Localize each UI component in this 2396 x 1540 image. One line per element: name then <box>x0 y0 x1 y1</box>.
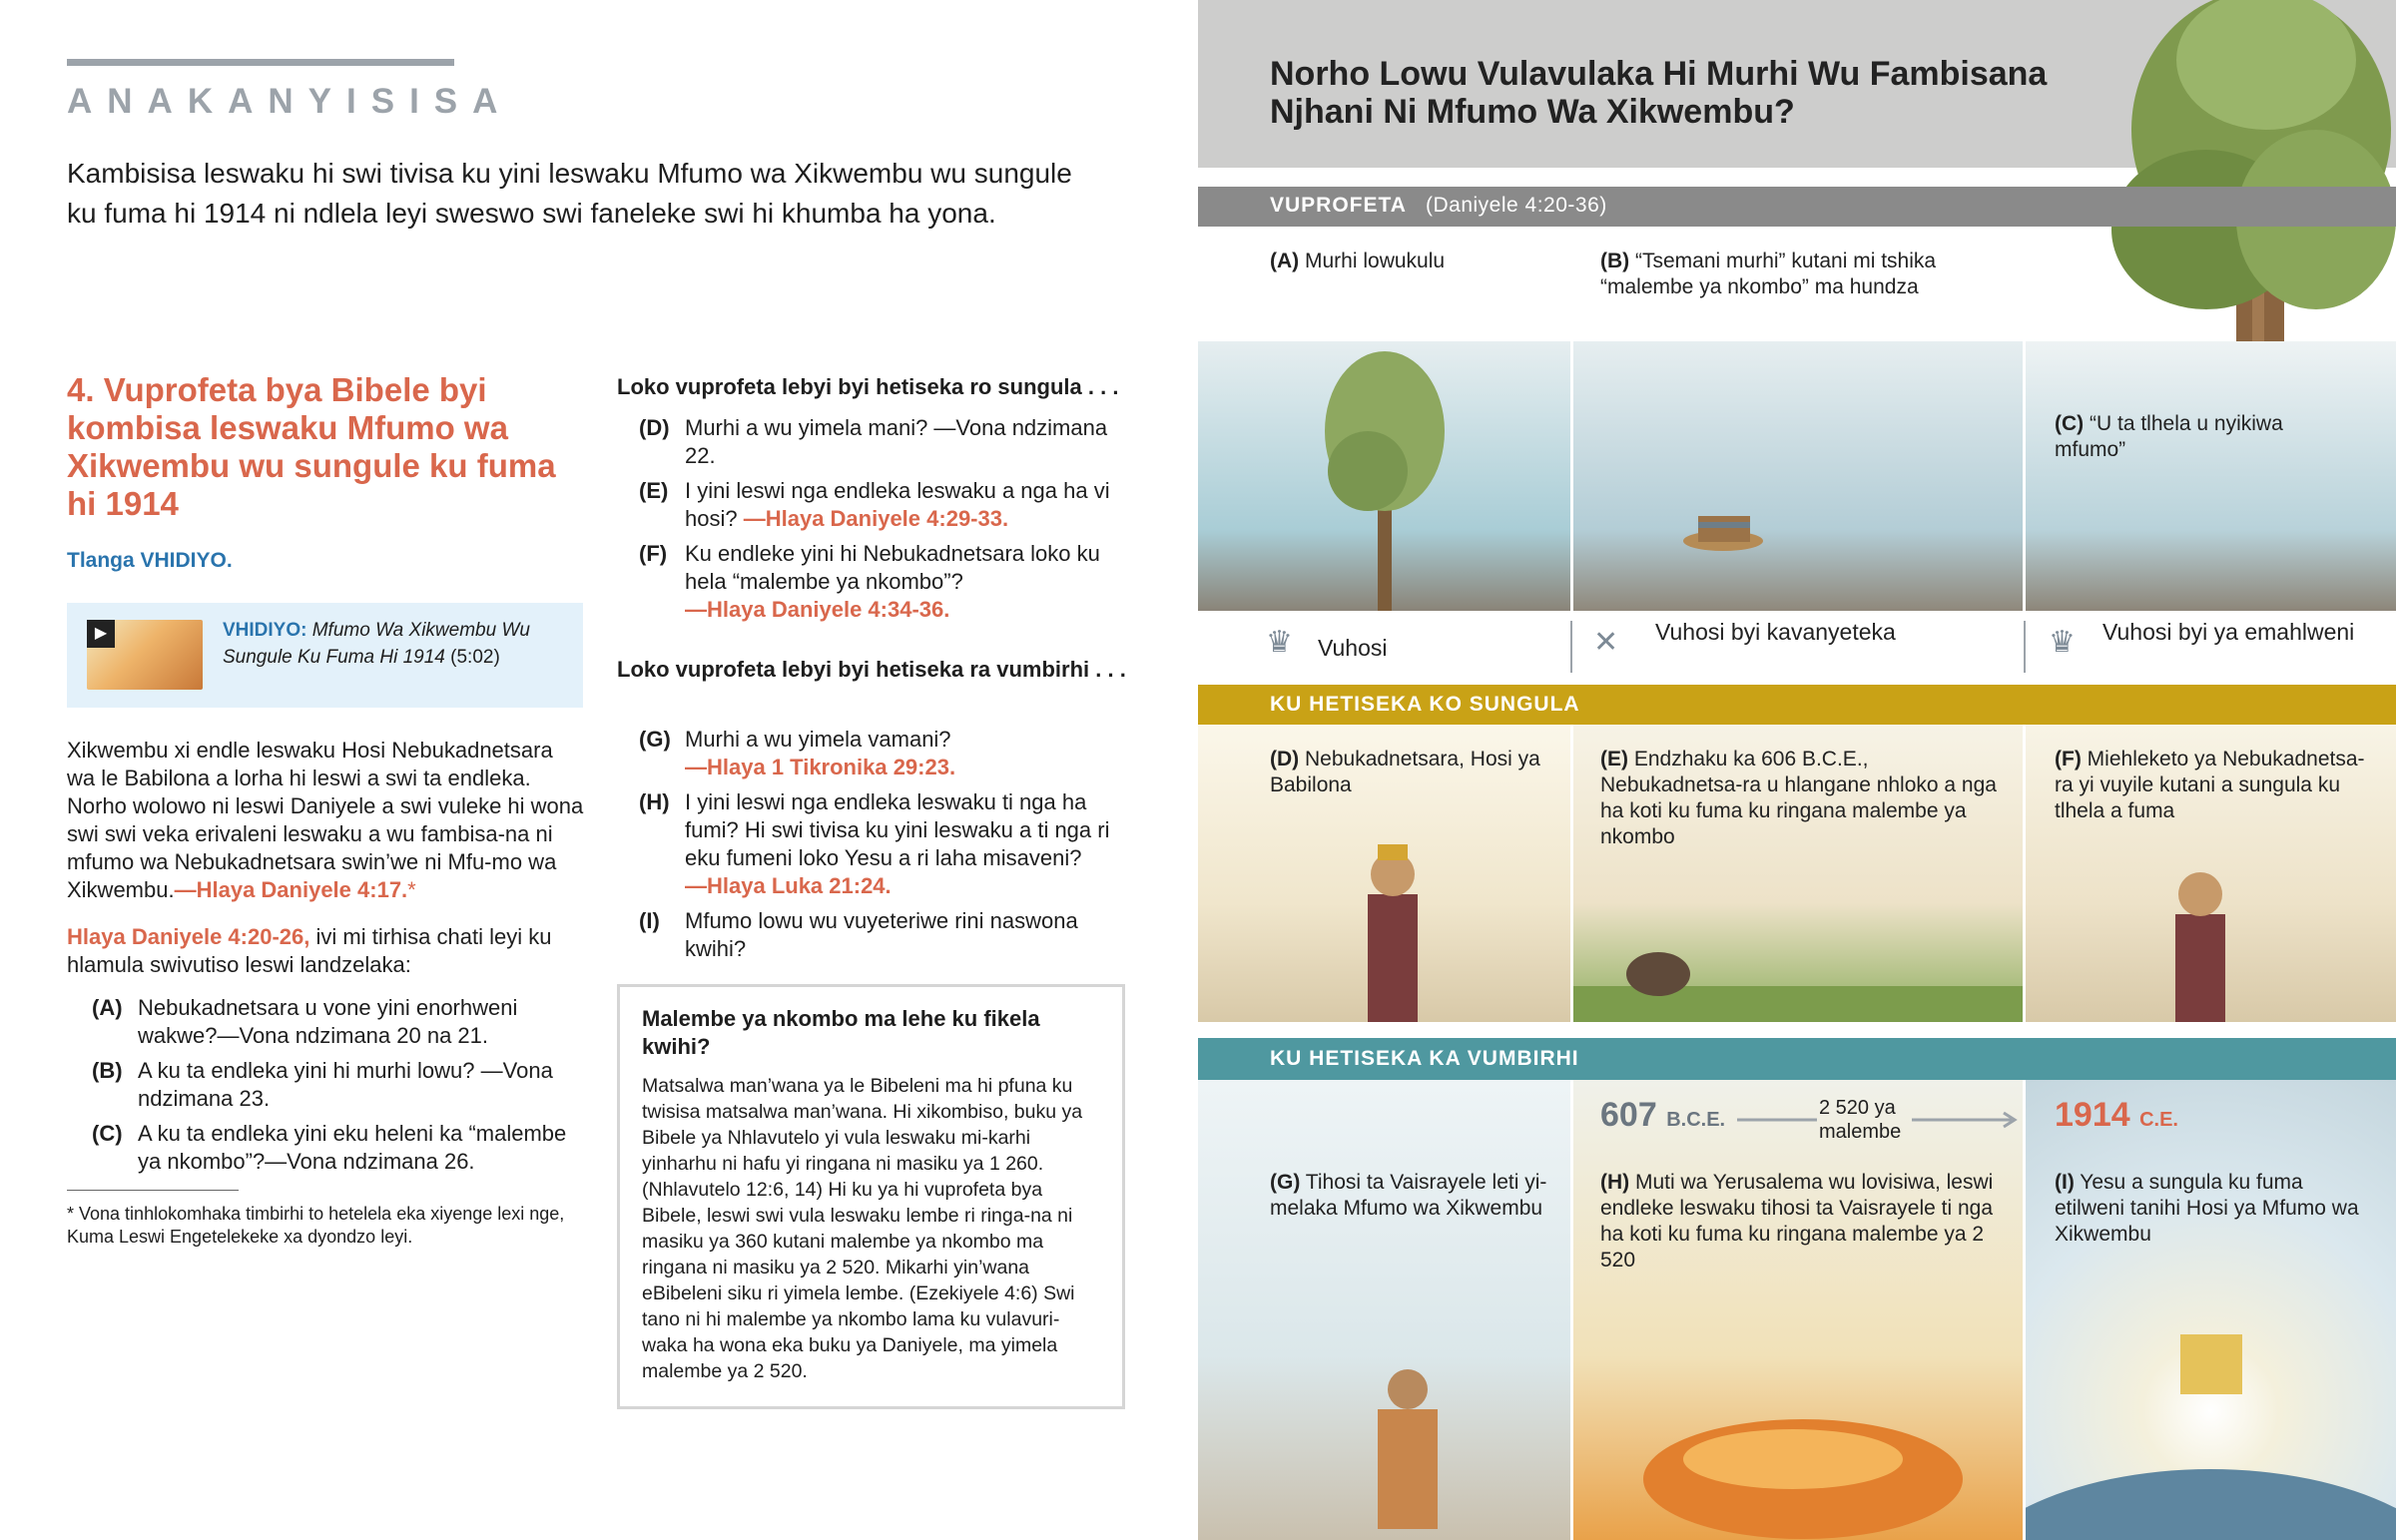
video-label: VHIDIYO: <box>223 620 307 641</box>
question-item: (H) I yini leswi nga endleka leswaku ti nga ha fumi? Hi swi tivisa ku yini leswaku a ti nga ri eku fumeni loko Yesu a ri laha misaveni? —Hlaya Luka 21:24. <box>639 789 1110 898</box>
watch-video-link[interactable]: Tlanga VHIDIYO. <box>67 549 233 572</box>
panel-tree-regrown <box>2026 341 2396 611</box>
question-item: (G) Murhi a wu yimela vamani? —Hlaya 1 Tikronika 29:23. <box>639 727 956 779</box>
timeline-span: 2 520 ya malembe <box>1819 1097 1902 1143</box>
band-prophecy <box>1198 187 2396 227</box>
kingship-label: Vuhosi byi kavanyeteka <box>1655 619 1896 645</box>
band-label: KU HETISEKA KO SUNGULA <box>1270 693 1580 716</box>
video-thumbnail[interactable] <box>87 620 203 690</box>
scripture-link[interactable]: —Hlaya Luka 21:24. <box>685 873 892 898</box>
footnote-rule <box>67 1190 239 1191</box>
question-item: (I) Mfumo lowu wu vuyeteriwe rini naswona kwihi? <box>639 908 1078 961</box>
play-icon[interactable]: ▶ <box>87 620 115 648</box>
question-list <box>639 726 1128 970</box>
panel-tree-intact <box>1198 341 1570 611</box>
crown-icon: ♛ <box>1266 626 1293 659</box>
scripture-link[interactable]: —Hlaya Daniyele 4:17. <box>174 877 408 902</box>
small-tree-illustration <box>1198 341 1570 611</box>
panel-kings-of-israel <box>1198 1080 1570 1540</box>
crown-icon: ♛ <box>2049 626 2076 659</box>
intro-text: Kambisisa leswaku hi swi tivisa ku yini leswaku Mfumo wa Xikwembu wu sungule ku fuma hi 1914 ni ndlela leyi sweswo swi faneleke swi hi khumba ha yona. <box>67 158 1072 229</box>
caption-e: (E) Endzhaku ka 606 B.C.E., Nebukadnetsa-ra u hlangane nhloko a nga ha koti ku fuma ku ringana malembe ya nkombo <box>1600 748 1997 848</box>
kings-illustration <box>1198 1080 1570 1540</box>
question-group-heading: Loko vuprofeta lebyi byi hetiseka ro sungula . . . <box>617 374 1119 399</box>
throne-earth-illustration <box>2026 1080 2396 1540</box>
stump-illustration <box>1573 341 2023 611</box>
crossed-crown-icon: ✕ <box>1593 626 1619 659</box>
video-card[interactable] <box>67 603 583 708</box>
instruction-paragraph: Hlaya Daniyele 4:20-26, ivi mi tirhisa chati leyi ku hlamula swivutiso leswi landzelaka: <box>67 924 552 977</box>
kingship-label: Vuhosi <box>1318 635 1388 661</box>
footnote: * Vona tinhlokomhaka timbirhi to hetelela eka xiyenge lexi nge, Kuma Leswi Engetelekeke xa dyondzo leyi. <box>67 1204 565 1247</box>
body-paragraph: Xikwembu xi endle leswaku Hosi Nebukadnetsara wa le Babilona a lorha hi leswi a swi ta endleka. Norho wolowo ni leswi Daniyele a swi vuleke hi wona swi swi veka erivaleni leswaku a wu fambisa-na ni mfumo wa Nebukadnetsara swin’we ni Mfu-mo wa Xikwembu.—Hlaya Daniyele 4:17.* <box>67 738 584 902</box>
video-duration: (5:02) <box>450 647 500 668</box>
band-reference: (Daniyele 4:20-36) <box>1426 194 1607 217</box>
year-start: 607 B.C.E. <box>1600 1096 1726 1134</box>
sidebar-box <box>617 984 1125 1409</box>
sidebar-box-title: Malembe ya nkombo ma lehe ku fikela kwihi? <box>642 1006 1040 1059</box>
year-end: 1914 C.E. <box>2055 1096 2178 1134</box>
question-item: (D) Murhi a wu yimela mani? —Vona ndzimana 22. <box>639 415 1108 468</box>
panel-kingdom-established <box>2026 1080 2396 1540</box>
question-item: (B) A ku ta endleka yini hi murhi lowu? —Vona ndzimana 23. <box>92 1058 553 1111</box>
caption-d: (D) Nebukadnetsara, Hosi ya Babilona <box>1270 748 1540 796</box>
caption-f: (F) Miehleketo ya Nebukadnetsa-ra yi vuyile kutani a sungula ku tlhela a fuma <box>2055 748 2365 822</box>
caption-a: (A) Murhi lowukulu <box>1270 250 1446 272</box>
footnote-marker[interactable]: * <box>407 877 416 902</box>
scripture-link[interactable]: —Hlaya 1 Tikronika 29:23. <box>685 755 956 779</box>
sidebar-box-text: Matsalwa man’wana ya le Bibeleni ma hi pfuna ku twisisa matsalwa man’wana. Hi xikombiso, buku ya Bibele ya Nhlavutelo yi vula leswaku mi-karhi yinharhu ni hafu yi ringana ni masiku ya 1 260. (Nhlavutelo 12:6, 14) Hi ku ya hi vuprofeta bya Bibele, leswi swi vula leswaku lembe ri ringa-na ni masiku ya 360 kutani malembe ya nkombo ma ringana ni masiku ya 2 520. Mikarhi yin’wana eBibeleni siku ri yimela lembe. (Ezekiyele 4:6) Swi tano ni hi malembe ya nkombo lama ku vulavuri-waka ha wona eka buku ya Daniyele, ma yimela malembe ya 2 520. <box>642 1075 1083 1382</box>
caption-h: (H) Muti wa Yerusalema wu lovisiwa, leswi endleke leswaku tihosi ta Vaisrayele ti nga ha koti ku fuma ku ringana malembe ya 2 520 <box>1600 1171 1994 1272</box>
panel-jerusalem-destroyed <box>1573 1080 2023 1540</box>
caption-i: (I) Yesu a sungula ku fuma etilweni tanihi Hosi ya Mfumo wa Xikwembu <box>2055 1171 2359 1246</box>
band-label: VUPROFETA <box>1270 194 1407 217</box>
scripture-link[interactable]: Hlaya Daniyele 4:20-26, <box>67 924 310 949</box>
caption-g: (G) Tihosi ta Vaisrayele leti yi-melaka Mfumo wa Xikwembu <box>1270 1171 1547 1220</box>
question-item: (E) I yini leswi nga endleka leswaku a nga ha vi hosi? —Hlaya Daniyele 4:29-33. <box>639 478 1110 531</box>
fire-illustration <box>1573 1080 2023 1540</box>
question-group-heading: Loko vuprofeta lebyi byi hetiseka ra vumbirhi . . . <box>617 657 1126 682</box>
band-first-fulfillment <box>1198 685 2396 725</box>
kingship-row <box>1198 611 2396 685</box>
question-item: (C) A ku ta endleka yini eku heleni ka “malembe ya nkombo”?—Vona ndzimana 26. <box>92 1121 567 1174</box>
chart-title: Norho Lowu Vulavulaka Hi Murhi Wu Fambisana Njhani Ni Mfumo Wa Xikwembu? <box>1270 55 2048 131</box>
scripture-link[interactable]: —Hlaya Daniyele 4:34-36. <box>685 597 950 622</box>
video-info <box>223 617 567 671</box>
timeline-line <box>1737 1110 1817 1130</box>
caption-b: (B) “Tsemani murhi” kutani mi tshika “malembe ya nkombo” ma hundza <box>1600 250 1937 298</box>
arrow-right-icon <box>1912 1110 2022 1130</box>
band-label: KU HETISEKA KA VUMBIRHI <box>1270 1047 1579 1070</box>
kingship-label: Vuhosi byi ya emahlweni <box>2102 619 2355 645</box>
question-item: (F) Ku endleke yini hi Nebukadnetsara loko ku hela “malembe ya nkombo”? —Hlaya Daniyele 4:34-36. <box>639 541 1100 622</box>
question-item: (A) Nebukadnetsara u vone yini enorhweni wakwe?—Vona ndzimana 20 na 21. <box>92 995 518 1048</box>
question-list <box>92 994 591 1183</box>
video-title[interactable]: Mfumo Wa Xikwembu Wu Sungule Ku Fuma Hi 1914 <box>223 620 530 668</box>
scripture-link[interactable]: —Hlaya Daniyele 4:29-33. <box>743 506 1009 531</box>
lesson-heading: 4. Vuprofeta bya Bibele byi kombisa leswaku Mfumo wa Xikwembu wu sungule ku fuma hi 1914 <box>67 371 556 522</box>
band-second-fulfillment <box>1198 1038 2396 1080</box>
panel-tree-stump <box>1573 341 2023 611</box>
top-rule <box>67 59 454 66</box>
section-kicker: ANAKANYISISA <box>67 82 513 121</box>
question-list <box>639 414 1128 631</box>
caption-c: (C) “U ta tlhela u nyikiwa mfumo” <box>2055 412 2283 461</box>
